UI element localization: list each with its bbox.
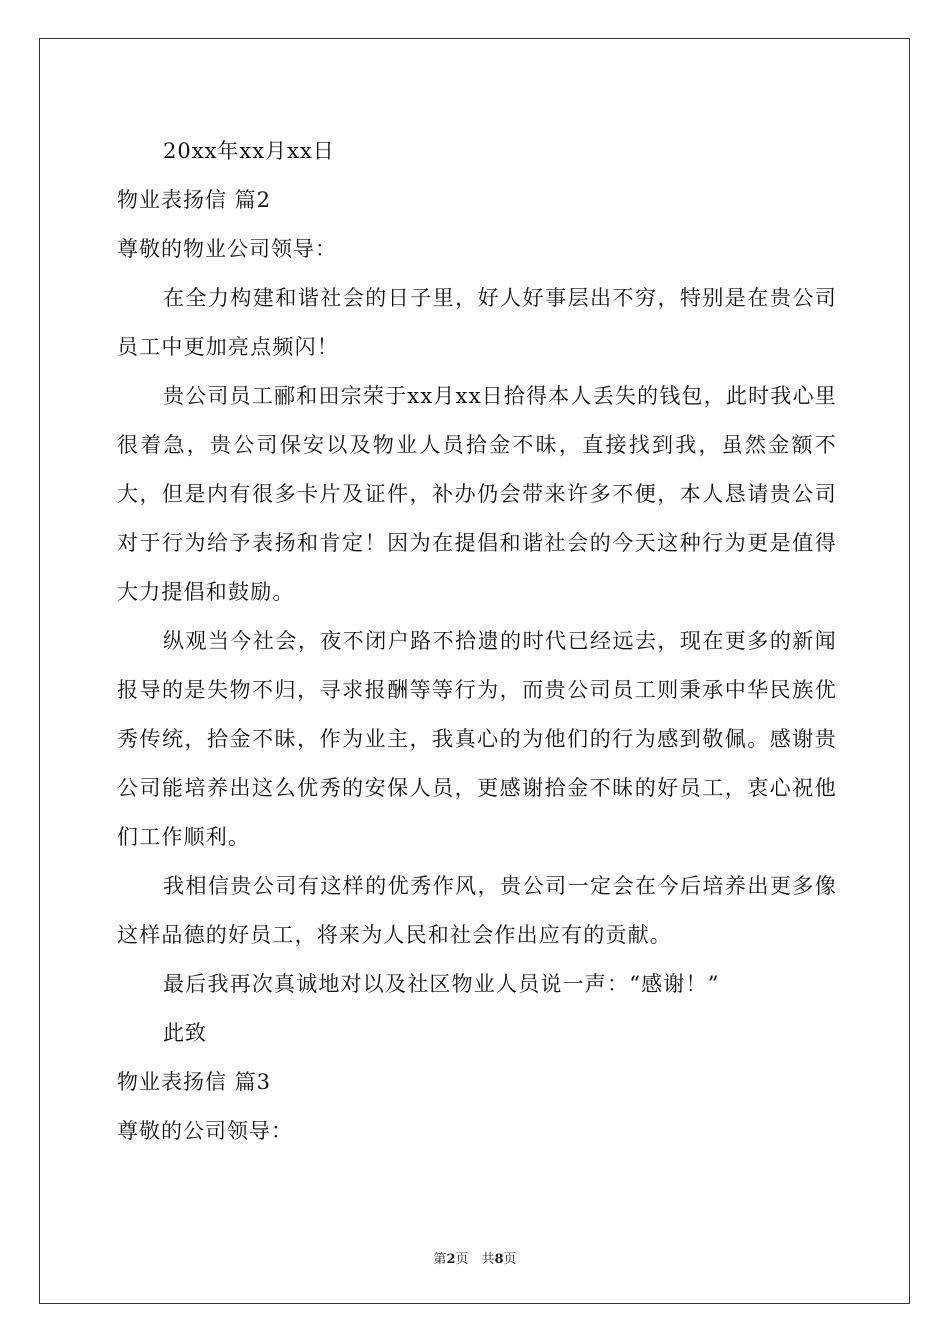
- date-line: 20xx年xx月xx日: [163, 139, 335, 163]
- salutation: 尊敬的公司领导：: [117, 1119, 293, 1143]
- footer-middle: 页 共: [455, 1252, 495, 1267]
- section-title: 物业表扬信 篇2: [117, 188, 272, 212]
- paragraph: 纵观当今社会，夜不闭户路不拾遗的时代已经远去，现在更多的新闻报导的是失物不归，寻求报酬等等行为，而贵公司员工则秉承中华民族优秀传统，拾金不昧，作为业主，我真心的为他们的行为感到敬佩。感谢贵公司能培养出这么优秀的安保人员，更感谢拾金不昧的好员工，衷心祝他们工作顺利。: [117, 629, 837, 849]
- footer-prefix: 第: [433, 1252, 447, 1267]
- footer-suffix: 页: [503, 1252, 517, 1267]
- paragraph: 在全力构建和谐社会的日子里，好人好事层出不穷，特别是在贵公司员工中更加亮点频闪！: [117, 286, 837, 359]
- salutation: 尊敬的物业公司领导：: [117, 237, 337, 261]
- section-title: 物业表扬信 篇3: [117, 1070, 272, 1094]
- page-footer: [0, 1248, 950, 1267]
- closing: 此致: [163, 1021, 207, 1045]
- total-page-number: 8: [494, 1252, 504, 1267]
- paragraph: 我相信贵公司有这样的优秀作风，贵公司一定会在今后培养出更多像这样品德的好员工，将来为人民和社会作出应有的贡献。: [117, 874, 837, 947]
- paragraph: 贵公司员工郦和田宗荣于xx月xx日拾得本人丢失的钱包，此时我心里很着急，贵公司保安以及物业人员拾金不昧，直接找到我，虽然金额不大，但是内有很多卡片及证件，补办仍会带来许多不便，本人恳请贵公司对于行为给予表扬和肯定！因为在提倡和谐社会的今天这种行为更是值得大力提倡和鼓励。: [117, 384, 837, 604]
- current-page-number: 2: [446, 1252, 456, 1267]
- paragraph: 最后我再次真诚地对以及社区物业人员说一声：“感谢！”: [163, 972, 720, 996]
- document-body: [117, 127, 837, 1156]
